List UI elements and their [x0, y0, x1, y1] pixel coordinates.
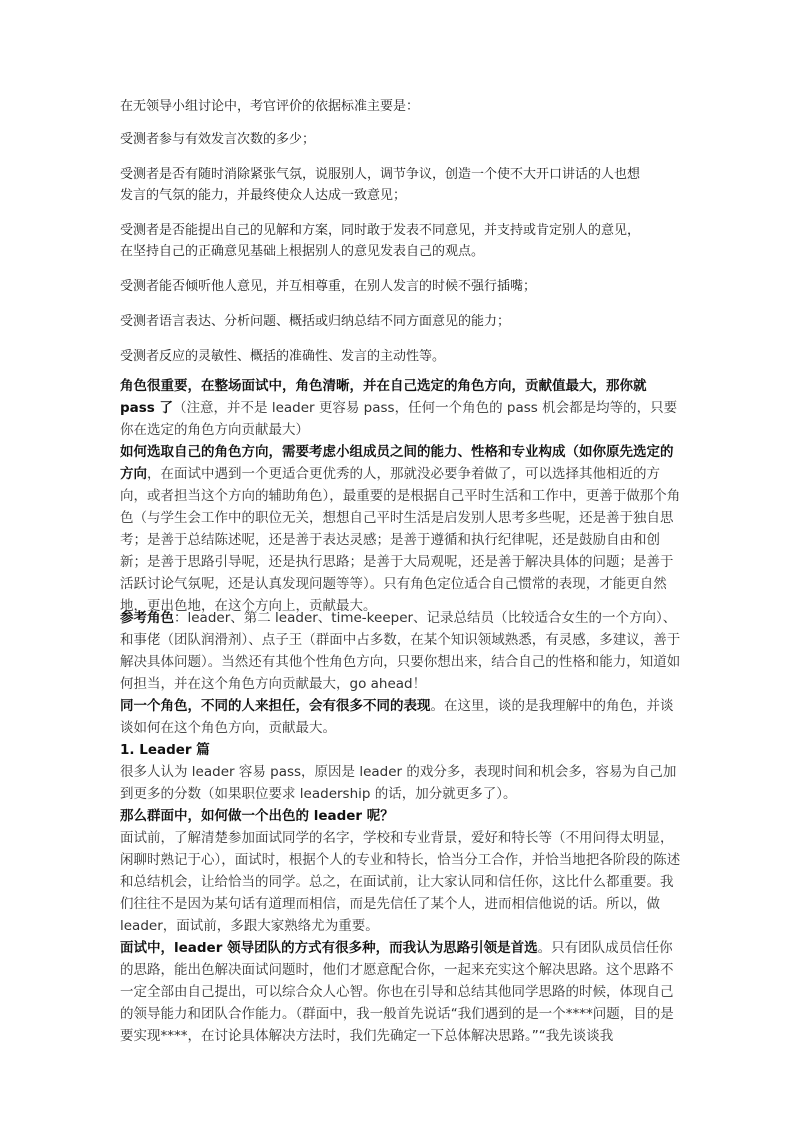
choose-paragraph	[120, 441, 682, 617]
during-interview-text: 。只有团队成员信任你的思路，能出色解决面试问题时，他们才愿意配合你，一起来充实这个解决思路。这个思路不一定全部由自己提出，可以综合众人心智。你也在引导和总结其他同学思路的时候，体现自己的领导能力和团队合作能力。（群面中，我一般首先说话“我们遇到的是一个****问题，目的是要实现****，在讨论具体解决方法时，我们先确定一下总体解决思路。”“我先谈谈我	[120, 940, 674, 1044]
criterion-5: 受测者语言表达、分析问题、概括或归纳总结不同方面意见的能力；	[120, 314, 511, 329]
choose-text: ，在面试中遇到一个更适合更优秀的人，那就没必要争着做了，可以选择其他相近的方向，或者担当这个方向的辅助角色），最重要的是根据自己平时生活和工作中，更善于做那个角色（与学生会工作中的职位无关，想想自己平时生活是启发别人思考多些呢，还是善于独自思考；是善于总结陈述呢，还是善于表达灵感；是善于遵循和执行纪律呢，还是鼓励自由和创新；是善于思路引导呢，还是执行思路；是善于大局观呢，还是善于解决具体的问题；是善于活跃讨论气氛呢，还是认真发现问题等等）。只有角色定位适合自己惯常的表现，才能更自然地，更出色地，在这个方向上，贡献最大。	[120, 466, 681, 614]
during-interview-bold: 面试中，leader 领导团队的方式有很多种，而我认为思路引领是首选	[120, 940, 538, 956]
leader-heading: 1. Leader 篇	[120, 742, 210, 758]
reference-roles-text: ：leader、第二 leader、time-keeper、记录总结员（比较适合女生的一个方向）、和事佬（团队润滑剂）、点子王（群面中占多数，在某个知识领域熟悉，有灵感，多建议，善于解决具体问题）。当然还有其他个性角色方向，只要你想出来，结合自己的性格和能力，知道如何担当，并在这个角色方向贡献最大，go ahead！	[120, 610, 681, 692]
choose-bold: 如何选取自己的角色方向，需要考虑小组成员之间的能力、性格和专业构成（如你原先选定的方向	[120, 444, 674, 482]
same-role-bold: 同一个角色，不同的人来担任，会有很多不同的表现	[120, 698, 431, 714]
same-role-paragraph	[120, 695, 682, 739]
role-paragraph	[120, 375, 682, 441]
same-role-text: 。在这里，谈的是我理解中的角色，并谈谈如何在这个角色方向，贡献最大。	[120, 698, 674, 736]
intro-line: 在无领导小组讨论中，考官评价的依据标准主要是：	[120, 99, 420, 114]
criterion-2-line-1: 受测者是否有随时消除紧张气氛，说服别人，调节争议，创造一个使不大开口讲话的人也想	[120, 167, 641, 182]
during-interview-paragraph	[120, 937, 682, 1047]
criterion-4: 受测者能否倾听他人意见，并互相尊重，在别人发言的时候不强行插嘴；	[120, 279, 537, 294]
reference-roles-paragraph	[120, 607, 682, 695]
role-bold: 角色很重要，在整场面试中，角色清晰，并在自己选定的角色方向，贡献值最大，那你就 pass 了	[120, 378, 647, 416]
before-interview-paragraph: 面试前，了解清楚参加面试同学的名字，学校和专业背景，爱好和特长等（不用问得太明显，闲聊时熟记于心），面试时，根据个人的专业和特长，恰当分工合作，并恰当地把各阶段的陈述和总结机会，让给恰当的同学。总之，在面试前，让大家认同和信任你，这比什么都重要。我们往往不是因为某句话有道理而相信，而是先信任了某个人，进而相信他说的话。所以，做 leader，面试前，多跟大家熟络尤为重要。	[120, 830, 681, 934]
criterion-3-line-2: 在坚持自己的正确意见基础上根据别人的意见发表自己的观点。	[120, 244, 485, 259]
criterion-3-line-1: 受测者是否能提出自己的见解和方案，同时敢于发表不同意见，并支持或肯定别人的意见，	[120, 223, 641, 238]
criterion-1: 受测者参与有效发言次数的多少；	[120, 132, 316, 147]
leader-paragraph: 很多人认为 leader 容易 pass，原因是 leader 的戏分多，表现时间和机会多，容易为自己加到更多的分数（如果职位要求 leadership 的话，加分就更多了）。	[120, 764, 677, 802]
how-leader-heading: 那么群面中，如何做一个出色的 leader 呢？	[120, 808, 394, 824]
reference-roles-bold: 参考角色	[120, 610, 174, 626]
role-text: （注意，并不是 leader 更容易 pass，任何一个角色的 pass 机会都是均等的，只要你在选定的角色方向贡献最大）	[120, 400, 678, 438]
criterion-6: 受测者反应的灵敏性、概括的准确性、发言的主动性等。	[120, 349, 446, 364]
criterion-2-line-2: 发言的气氛的能力，并最终使众人达成一致意见；	[120, 188, 407, 203]
